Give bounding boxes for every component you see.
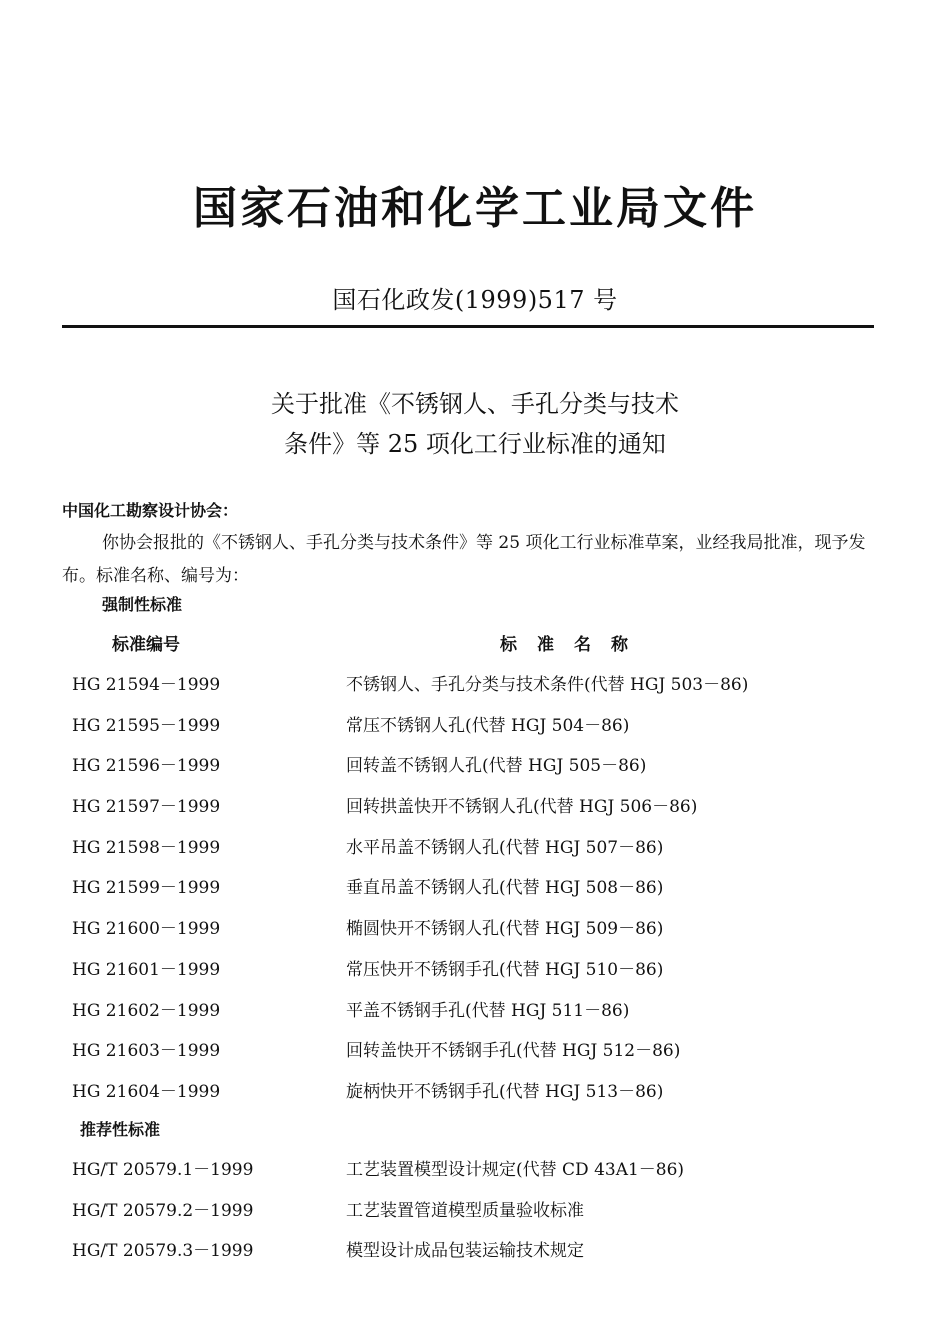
document-title: 国家石油和化学工业局文件 — [193, 183, 757, 234]
standard-code: HG 21602－1999 — [72, 1000, 221, 1021]
standard-name: 模型设计成品包装运输技术规定 — [346, 1241, 584, 1262]
standard-code: HG 21603－1999 — [72, 1041, 221, 1062]
standard-name: 工艺装置模型设计规定(代替 CD 43A1－86) — [346, 1160, 685, 1180]
list-item — [0, 1196, 950, 1237]
list-item — [0, 751, 950, 792]
mandatory-heading: 强制性标准 — [102, 595, 183, 614]
list-item — [0, 1036, 950, 1077]
column-header-name: 标准名称 — [500, 635, 648, 655]
standard-code: HG 21596－1999 — [72, 756, 221, 777]
subject-line-1: 关于批准《不锈钢人、手孔分类与技术 — [271, 390, 679, 418]
standard-name: 回转拱盖快开不锈钢人孔(代替 HGJ 506－86) — [346, 797, 698, 818]
standard-code: HG 21604－1999 — [72, 1081, 221, 1102]
list-item — [0, 955, 950, 996]
column-header-code: 标准编号 — [112, 635, 180, 655]
standard-name: 水平吊盖不锈钢人孔(代替 HGJ 507－86) — [346, 837, 664, 858]
standard-code: HG/T 20579.3－1999 — [72, 1241, 254, 1262]
list-item — [0, 1155, 950, 1196]
standard-code: HG 21599－1999 — [72, 878, 221, 899]
subject-line-2: 条件》等 25 项化工行业标准的通知 — [284, 430, 666, 458]
recommended-standards-list — [0, 1155, 950, 1277]
standard-code: HG/T 20579.2－1999 — [72, 1200, 254, 1221]
standard-code: HG 21598－1999 — [72, 837, 221, 858]
list-item — [0, 1236, 950, 1277]
list-item — [0, 833, 950, 874]
standard-name: 回转盖快开不锈钢手孔(代替 HGJ 512－86) — [346, 1041, 681, 1062]
standard-name: 回转盖不锈钢人孔(代替 HGJ 505－86) — [346, 756, 647, 777]
standard-code: HG/T 20579.1－1999 — [72, 1160, 254, 1180]
standard-name: 平盖不锈钢手孔(代替 HGJ 511－86) — [346, 1000, 630, 1021]
notice-subject — [0, 384, 950, 464]
header-divider — [62, 325, 874, 328]
standard-name: 椭圆快开不锈钢人孔(代替 HGJ 509－86) — [346, 919, 664, 940]
standard-name: 常压快开不锈钢手孔(代替 HGJ 510－86) — [346, 959, 664, 980]
document-number: 国石化政发(1999)517 号 — [332, 286, 618, 314]
standard-name: 垂直吊盖不锈钢人孔(代替 HGJ 508－86) — [346, 878, 664, 899]
list-item — [0, 792, 950, 833]
mandatory-standards-list — [0, 670, 950, 1118]
list-item — [0, 711, 950, 752]
standard-code: HG 21600－1999 — [72, 919, 221, 940]
standard-code: HG 21601－1999 — [72, 959, 221, 980]
standard-name: 工艺装置管道模型质量验收标准 — [346, 1200, 584, 1221]
body-paragraph: 你协会报批的《不锈钢人、手孔分类与技术条件》等 25 项化工行业标准草案，业经我局批准，现予发布。标准名称、编号为： — [62, 533, 866, 586]
standard-name: 不锈钢人、手孔分类与技术条件(代替 HGJ 503－86) — [346, 675, 749, 695]
list-item — [0, 670, 950, 711]
list-item — [0, 914, 950, 955]
addressee: 中国化工勘察设计协会： — [62, 501, 239, 520]
recommended-heading: 推荐性标准 — [80, 1120, 161, 1139]
standard-code: HG 21594－1999 — [72, 675, 221, 695]
standard-code: HG 21597－1999 — [72, 797, 221, 818]
standard-name: 旋柄快开不锈钢手孔(代替 HGJ 513－86) — [346, 1081, 664, 1102]
list-item — [0, 1077, 950, 1118]
standard-name: 常压不锈钢人孔(代替 HGJ 504－86) — [346, 715, 630, 736]
standard-code: HG 21595－1999 — [72, 715, 221, 736]
list-item — [0, 996, 950, 1037]
list-item — [0, 873, 950, 914]
